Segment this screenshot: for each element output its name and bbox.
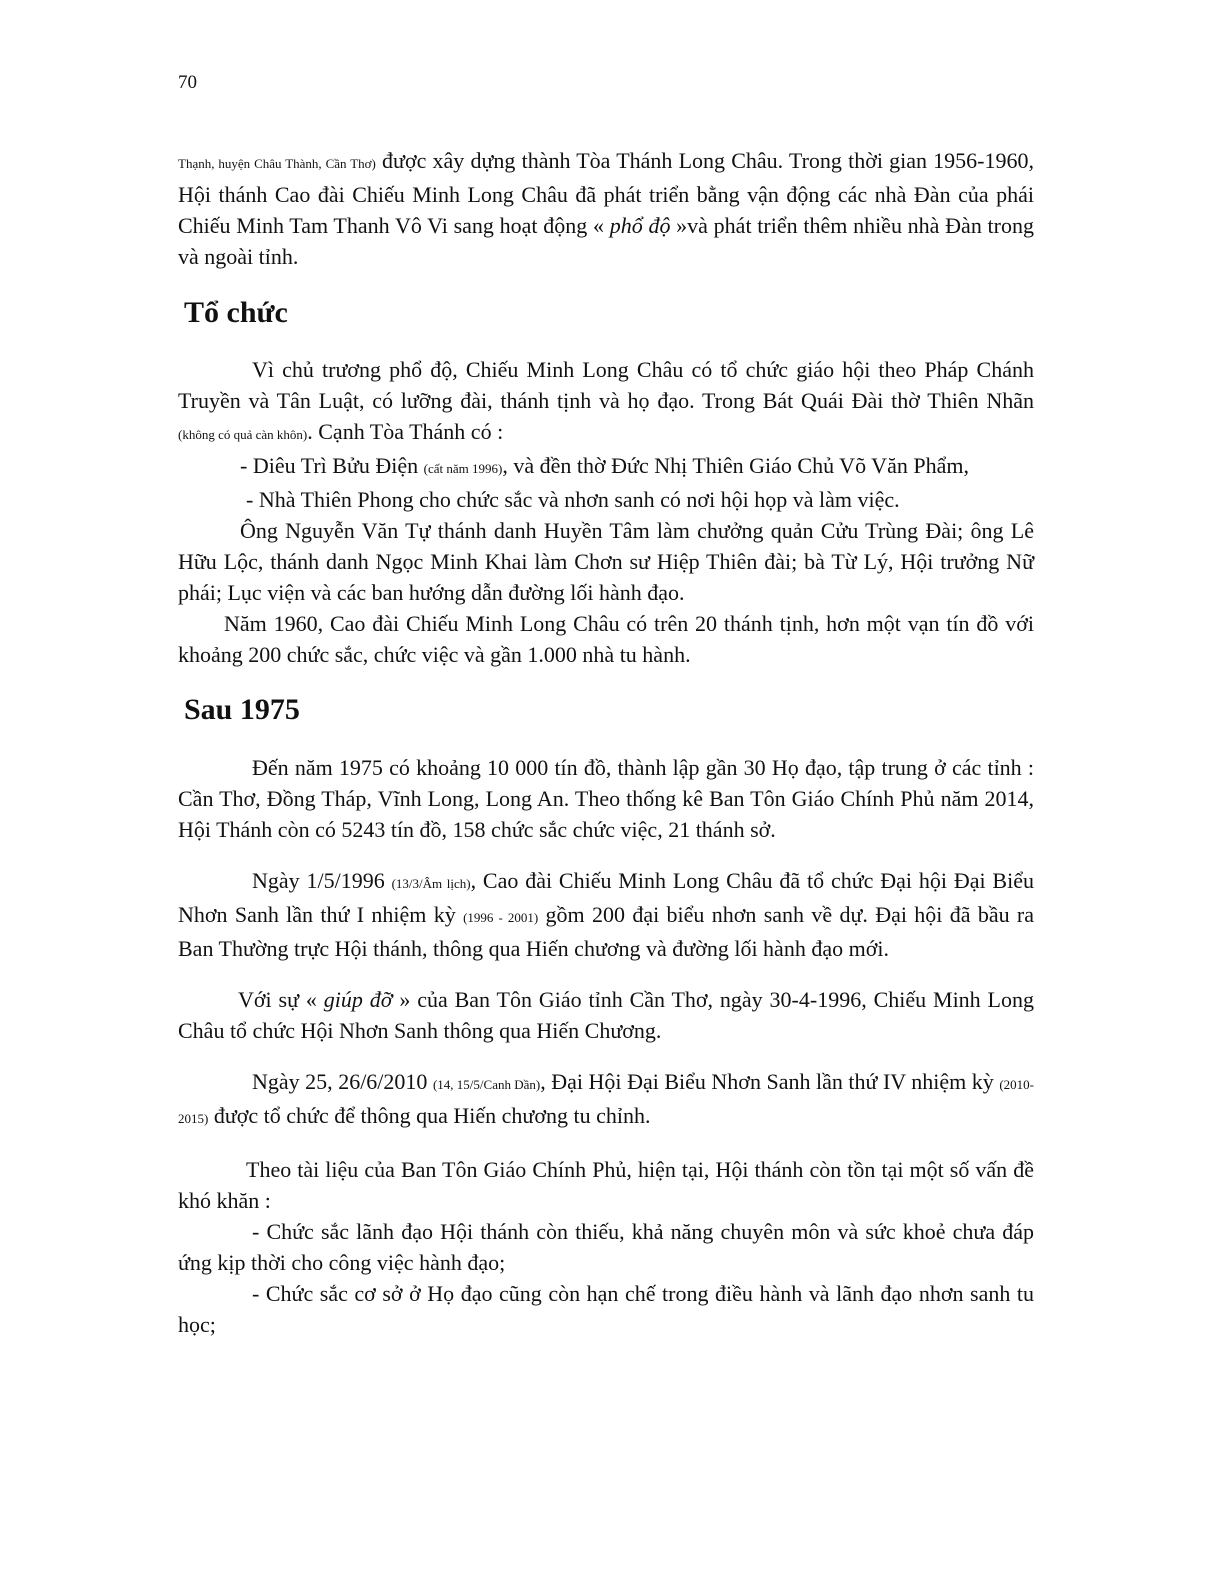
intro-small-lead: Thạnh, huyện Châu Thành, Cần Thơ) [178,156,376,171]
s1p2-text-b: , và đền thờ Đức Nhị Thiên Giáo Chủ Võ Văn Phẩm, [502,453,969,478]
s2p2-text-b: , Cao đài Chiếu Minh Long Châu đã tổ chức Đại hội Đại Biểu Nhơn Sanh lần thứ I nhiệm kỳ [178,868,1034,927]
s2p4-text-a: Ngày 25, 26/6/2010 [252,1069,433,1094]
s2p2-small-2: (1996 - 2001) [463,910,539,925]
section2-paragraph-6: - Chức sắc lãnh đạo Hội thánh còn thiếu, khả năng chuyên môn và sức khoẻ chưa đáp ứng kịp thời cho công việc hành đạo; [178,1219,1034,1275]
intro-text-b: »và phát triển thêm nhiều nhà Đàn trong và ngoài tỉnh. [178,213,1034,269]
section1-paragraph-3: - Nhà Thiên Phong cho chức sắc và nhơn sanh có nơi hội họp và làm việc. [246,487,900,512]
section2-paragraph-5: Theo tài liệu của Ban Tôn Giáo Chính Phủ, hiện tại, Hội thánh còn tồn tại một số vấn đề khó khăn : [178,1157,1034,1213]
s1p1-text-a: Vì chủ trương phổ độ, Chiếu Minh Long Châu có tổ chức giáo hội theo Pháp Chánh Truyền và Tân Luật, có lưỡng đài, thánh tịnh và họ đạo. Trong Bát Quái Đài thờ Thiên Nhãn [178,357,1034,413]
s2p2-text-c: gồm 200 đại biểu nhơn sanh về dự. Đại hội đã bầu ra Ban Thường trực Hội thánh, thông qua Hiến chương và đường lối hành đạo mới. [178,902,1035,961]
s2p2-text-a: Ngày 1/5/1996 [252,868,392,893]
section2-paragraph-7: - Chức sắc cơ sở ở Họ đạo cũng còn hạn chế trong điều hành và lãnh đạo nhơn sanh tu học; [178,1281,1034,1337]
section2-paragraph-1: Đến năm 1975 có khoảng 10 000 tín đồ, thành lập gần 30 Họ đạo, tập trung ở các tỉnh : Cần Thơ, Đồng Tháp, Vĩnh Long, Long An. Theo thống kê Ban Tôn Giáo Chính Phủ năm 2014, Hội Thánh còn có 5243 tín đồ, 158 chức sắc chức việc, 21 thánh sở. [178,755,1034,842]
s2p4-small-2: (2010-2015) [178,1077,1034,1126]
s2p4-text-b: , Đại Hội Đại Biểu Nhơn Sanh lần thứ IV nhiệm kỳ [540,1069,1000,1094]
section-heading-sau-1975: Sau 1975 [184,693,300,726]
s2p4-text-c: được tổ chức để thông qua Hiến chương tu chỉnh. [208,1103,651,1128]
section-heading-to-chuc: Tổ chức [184,296,288,329]
section2-paragraph-2 [178,865,1034,964]
s2p4-small-1: (14, 15/5/Canh Dần) [432,1077,541,1092]
page-content [178,145,1034,1340]
section2-paragraph-4 [178,1066,1034,1134]
intro-italic-term: phổ độ [609,213,671,238]
s2p3-text-b: » của Ban Tôn Giáo tỉnh Cần Thơ, ngày 30-4-1996, Chiếu Minh Long Châu tổ chức Hội Nhơn Sanh thông qua Hiến Chương. [178,987,1034,1043]
section2-paragraph-3 [178,984,1034,1046]
s1p1-small: (không có quả càn khôn) [178,427,308,442]
section1-paragraph-2 [178,450,1034,484]
s1p2-small: (cất năm 1996) [423,461,503,476]
intro-text-a: được xây dựng thành Tòa Thánh Long Châu. Trong thời gian 1956-1960, Hội thánh Cao đài Chiếu Minh Long Châu đã phát triển bằng vận động các nhà Đàn của phái Chiếu Minh Tam Thanh Vô Vi sang hoạt động « [178,148,1035,238]
s1p1-text-b: . Cạnh Tòa Thánh có : [307,419,504,444]
page-number: 70 [178,72,197,93]
section1-paragraph-5: Năm 1960, Cao đài Chiếu Minh Long Châu có trên 20 thánh tịnh, hơn một vạn tín đồ với khoảng 200 chức sắc, chức việc và gần 1.000 nhà tu hành. [178,611,1034,667]
section1-paragraph-1 [178,354,1034,450]
section1-paragraph-4: Ông Nguyễn Văn Tự thánh danh Huyền Tâm làm chưởng quản Cửu Trùng Đài; ông Lê Hữu Lộc, thánh danh Ngọc Minh Khai làm Chơn sư Hiệp Thiên đài; bà Từ Lý, Hội trưởng Nữ phái; Lục viện và các ban hướng dẫn đường lối hành đạo. [178,518,1034,605]
s2p3-text-a: Với sự « [238,987,324,1012]
s2p2-small-1: (13/3/Âm lịch) [391,876,471,891]
intro-paragraph [178,145,1034,272]
s2p3-italic: giúp đỡ [323,987,393,1012]
s1p2-text-a: - Diêu Trì Bửu Điện [240,453,424,478]
